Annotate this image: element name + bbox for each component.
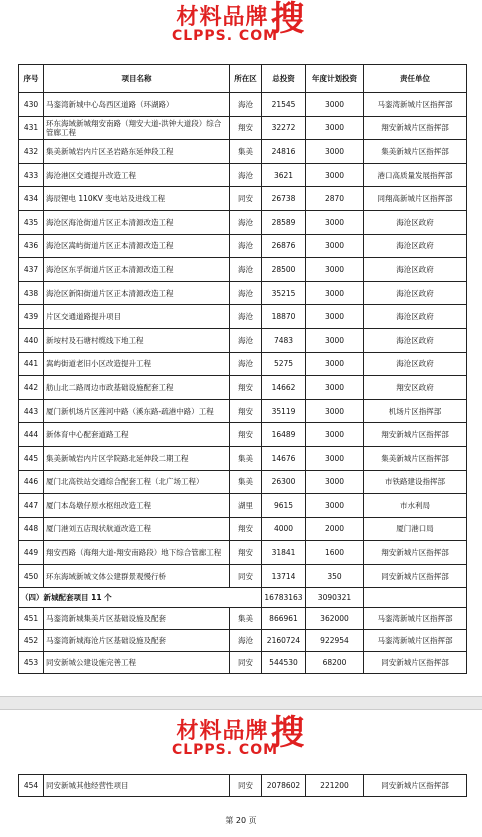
cell-no: 441 [19,352,44,376]
cell-no: 435 [19,210,44,234]
cell-total: 26738 [262,187,306,211]
cell-district: 海沧 [230,234,262,258]
cell-annual: 350 [306,564,364,588]
cell-no: 443 [19,399,44,423]
table-row [19,210,467,234]
cell-unit: 翔安新城片区指挥部 [364,541,467,565]
cell-district: 集美 [230,470,262,494]
cell-unit: 马銮湾新城片区指挥部 [364,630,467,652]
cell-total: 2078602 [262,775,306,797]
cell-unit: 翔安新城片区指挥部 [364,116,467,140]
cell-unit: 同安新城片区指挥部 [364,564,467,588]
table-row [19,446,467,470]
cell-unit: 海沧区政府 [364,328,467,352]
cell-annual: 2000 [306,517,364,541]
cell-unit: 海沧区政府 [364,210,467,234]
cell-no: 451 [19,608,44,630]
cell-annual: 2870 [306,187,364,211]
cell-no: 447 [19,494,44,518]
cell-total: 26300 [262,470,306,494]
cell-annual: 3000 [306,116,364,140]
cell-annual: 3000 [306,163,364,187]
watermark-cn: 材料品牌 [176,719,269,744]
cell-annual: 3000 [306,258,364,282]
cell-total: 14676 [262,446,306,470]
cell-no: 436 [19,234,44,258]
table-row [19,140,467,164]
cell-total: 28500 [262,258,306,282]
table-body [19,93,467,674]
cell-district: 同安 [230,187,262,211]
cell-annual: 362000 [306,608,364,630]
cell-district: 翔安 [230,376,262,400]
cell-name: 厦门本岛墩仔原水枢纽改造工程 [44,494,230,518]
table-row [19,517,467,541]
cell-name: 海沧港区交通提升改造工程 [44,163,230,187]
cell-unit: 集美新城片区指挥部 [364,446,467,470]
cell-unit: 同安新城片区指挥部 [364,775,467,797]
header-unit: 责任单位 [364,65,467,93]
table-row [19,376,467,400]
table-row [19,93,467,117]
cell-name: 集美新城岩内片区学院路北延伸段二期工程 [44,446,230,470]
cell-district: 海沧 [230,305,262,329]
cell-district: 同安 [230,775,262,797]
cell-name: 新垵村及石塘村缆线下地工程 [44,328,230,352]
cell-unit: 港口高质量发展指挥部 [364,163,467,187]
cell-annual: 3000 [306,399,364,423]
cell-unit: 机场片区指挥部 [364,399,467,423]
table-row [19,258,467,282]
cell-total: 544530 [262,652,306,674]
cell-unit: 海沧区政府 [364,281,467,305]
cell-annual: 3000 [306,93,364,117]
watermark-char: 搜 [270,713,306,753]
header-district: 所在区 [230,65,262,93]
cell-name: 集美新城岩内片区圣岩路东延伸段工程 [44,140,230,164]
cell-unit: 翔安新城片区指挥部 [364,423,467,447]
cell-no: 454 [19,775,44,797]
cell-annual: 3000 [306,494,364,518]
cell-no: 449 [19,541,44,565]
cell-name: 同安新城其他经营性项目 [44,775,230,797]
cell-name: 马銮湾新城集美片区基础设施及配套 [44,608,230,630]
watermark-en: CLPPS. COM [171,28,279,44]
cell-name: 环东海域新城文体公建群景观慢行桥 [44,564,230,588]
cell-annual: 3000 [306,140,364,164]
cell-total: 4000 [262,517,306,541]
cell-name: 海辰锂电 110KV 变电站及进线工程 [44,187,230,211]
section-row [19,588,467,608]
table-row [19,423,467,447]
table-row [19,163,467,187]
cell-name: 海沧区海沧街道片区正本清源改造工程 [44,210,230,234]
cell-annual: 3000 [306,328,364,352]
cell-total: 16489 [262,423,306,447]
cell-no: 439 [19,305,44,329]
cell-no: 433 [19,163,44,187]
cell-annual: 922954 [306,630,364,652]
cell-no: 431 [19,116,44,140]
cell-total: 866961 [262,608,306,630]
cell-name: 厦门北高铁站交通综合配套工程（北广场工程） [44,470,230,494]
cell-no: 430 [19,93,44,117]
cell-annual: 3000 [306,376,364,400]
table-row [19,305,467,329]
page-break [0,696,482,710]
cell-annual: 3000 [306,446,364,470]
project-table-continued [18,774,467,797]
cell-total: 9615 [262,494,306,518]
table-row [19,630,467,652]
table-row [19,328,467,352]
section-annual: 3090321 [306,588,364,608]
cell-annual: 1600 [306,541,364,565]
header-name: 项目名称 [44,65,230,93]
cell-district: 集美 [230,608,262,630]
cell-unit: 厦门港口局 [364,517,467,541]
cell-district: 海沧 [230,352,262,376]
cell-total: 35119 [262,399,306,423]
cell-district: 海沧 [230,258,262,282]
cell-unit: 海沧区政府 [364,352,467,376]
cell-no: 445 [19,446,44,470]
cell-unit: 海沧区政府 [364,234,467,258]
cell-no: 440 [19,328,44,352]
cell-district: 翔安 [230,541,262,565]
table-row [19,234,467,258]
section-unit [364,588,467,608]
cell-district: 海沧 [230,210,262,234]
cell-district: 海沧 [230,328,262,352]
cell-no: 437 [19,258,44,282]
cell-no: 446 [19,470,44,494]
cell-unit: 马銮湾新城片区指挥部 [364,93,467,117]
cell-annual: 3000 [306,352,364,376]
cell-unit: 同翔高新城片区指挥部 [364,187,467,211]
header-annual: 年度计划投资 [306,65,364,93]
table-row [19,399,467,423]
cell-total: 21545 [262,93,306,117]
cell-name: 新体育中心配套道路工程 [44,423,230,447]
cell-total: 2160724 [262,630,306,652]
cell-name: 厦门港刘五店现状航道改造工程 [44,517,230,541]
cell-unit: 海沧区政府 [364,305,467,329]
cell-district: 海沧 [230,163,262,187]
table-row [19,116,467,140]
header-total: 总投资 [262,65,306,93]
cell-name: 海沧区新阳街道片区正本清源改造工程 [44,281,230,305]
cell-total: 24816 [262,140,306,164]
section-total: 16783163 [262,588,306,608]
cell-name: 同安新城公建设施完善工程 [44,652,230,674]
watermark-en: CLPPS. COM [171,742,279,758]
cell-district: 翔安 [230,423,262,447]
cell-name: 厦门新机场片区莲河中路（溪东路-疏港中路）工程 [44,399,230,423]
cell-name: 海沧区嵩屿街道片区正本清源改造工程 [44,234,230,258]
cell-district: 同安 [230,564,262,588]
cell-district: 海沧 [230,630,262,652]
watermark-cn: 材料品牌 [176,5,269,30]
cell-total: 3621 [262,163,306,187]
table-row [19,652,467,674]
table-row [19,564,467,588]
table-row [19,775,467,797]
table-row [19,494,467,518]
cell-total: 7483 [262,328,306,352]
section-label: （四）新城配套项目 11 个 [19,588,262,608]
cell-name: 舫山北二路周边市政基础设施配套工程 [44,376,230,400]
cell-no: 448 [19,517,44,541]
cell-name: 翔安西路（海翔大道-翔安南路段）地下综合管廊工程 [44,541,230,565]
project-table [18,64,467,674]
cell-annual: 3000 [306,305,364,329]
watermark-logo-top [0,0,482,44]
table-row [19,541,467,565]
header-no: 序号 [19,65,44,93]
cell-district: 翔安 [230,517,262,541]
table-row [19,187,467,211]
cell-no: 438 [19,281,44,305]
cell-district: 翔安 [230,399,262,423]
cell-annual: 3000 [306,281,364,305]
cell-unit: 海沧区政府 [364,258,467,282]
table-header-row [19,65,467,93]
cell-unit: 同安新城片区指挥部 [364,652,467,674]
cell-total: 14662 [262,376,306,400]
cell-no: 453 [19,652,44,674]
cell-name: 嵩屿街道老旧小区改造提升工程 [44,352,230,376]
cell-no: 452 [19,630,44,652]
cell-no: 442 [19,376,44,400]
watermark-char: 搜 [270,0,306,39]
cell-district: 海沧 [230,93,262,117]
cell-district: 同安 [230,652,262,674]
cell-district: 集美 [230,140,262,164]
watermark-logo-bottom [0,713,482,758]
cell-total: 32272 [262,116,306,140]
cell-annual: 3000 [306,423,364,447]
cell-annual: 221200 [306,775,364,797]
cell-total: 13714 [262,564,306,588]
table-row [19,281,467,305]
cell-total: 28589 [262,210,306,234]
cell-annual: 3000 [306,210,364,234]
cell-unit: 市水利局 [364,494,467,518]
cell-no: 450 [19,564,44,588]
table-row [19,470,467,494]
cell-district: 湖里 [230,494,262,518]
cell-name: 马銮湾新城海沧片区基础设施及配套 [44,630,230,652]
cell-unit: 集美新城片区指挥部 [364,140,467,164]
cell-total: 26876 [262,234,306,258]
cell-unit: 马銮湾新城片区指挥部 [364,608,467,630]
cell-name: 环东海域新城翔安南路（翔安大道-洪钟大道段）综合管廊工程 [44,116,230,140]
cell-name: 片区交通道路提升项目 [44,305,230,329]
cell-total: 5275 [262,352,306,376]
cell-total: 18870 [262,305,306,329]
cell-annual: 3000 [306,234,364,258]
cell-name: 马銮湾新城中心岛西区道路（环湖路） [44,93,230,117]
cell-unit: 翔安区政府 [364,376,467,400]
cell-unit: 市铁路建设指挥部 [364,470,467,494]
cell-total: 31841 [262,541,306,565]
cell-no: 444 [19,423,44,447]
cell-no: 434 [19,187,44,211]
cell-district: 翔安 [230,116,262,140]
cell-annual: 3000 [306,470,364,494]
page-number: 第 20 页 [225,816,257,825]
cell-total: 35215 [262,281,306,305]
cell-no: 432 [19,140,44,164]
cell-annual: 68200 [306,652,364,674]
cell-district: 集美 [230,446,262,470]
table-row [19,608,467,630]
cell-name: 海沧区东孚街道片区正本清源改造工程 [44,258,230,282]
table-row [19,352,467,376]
cell-district: 海沧 [230,281,262,305]
